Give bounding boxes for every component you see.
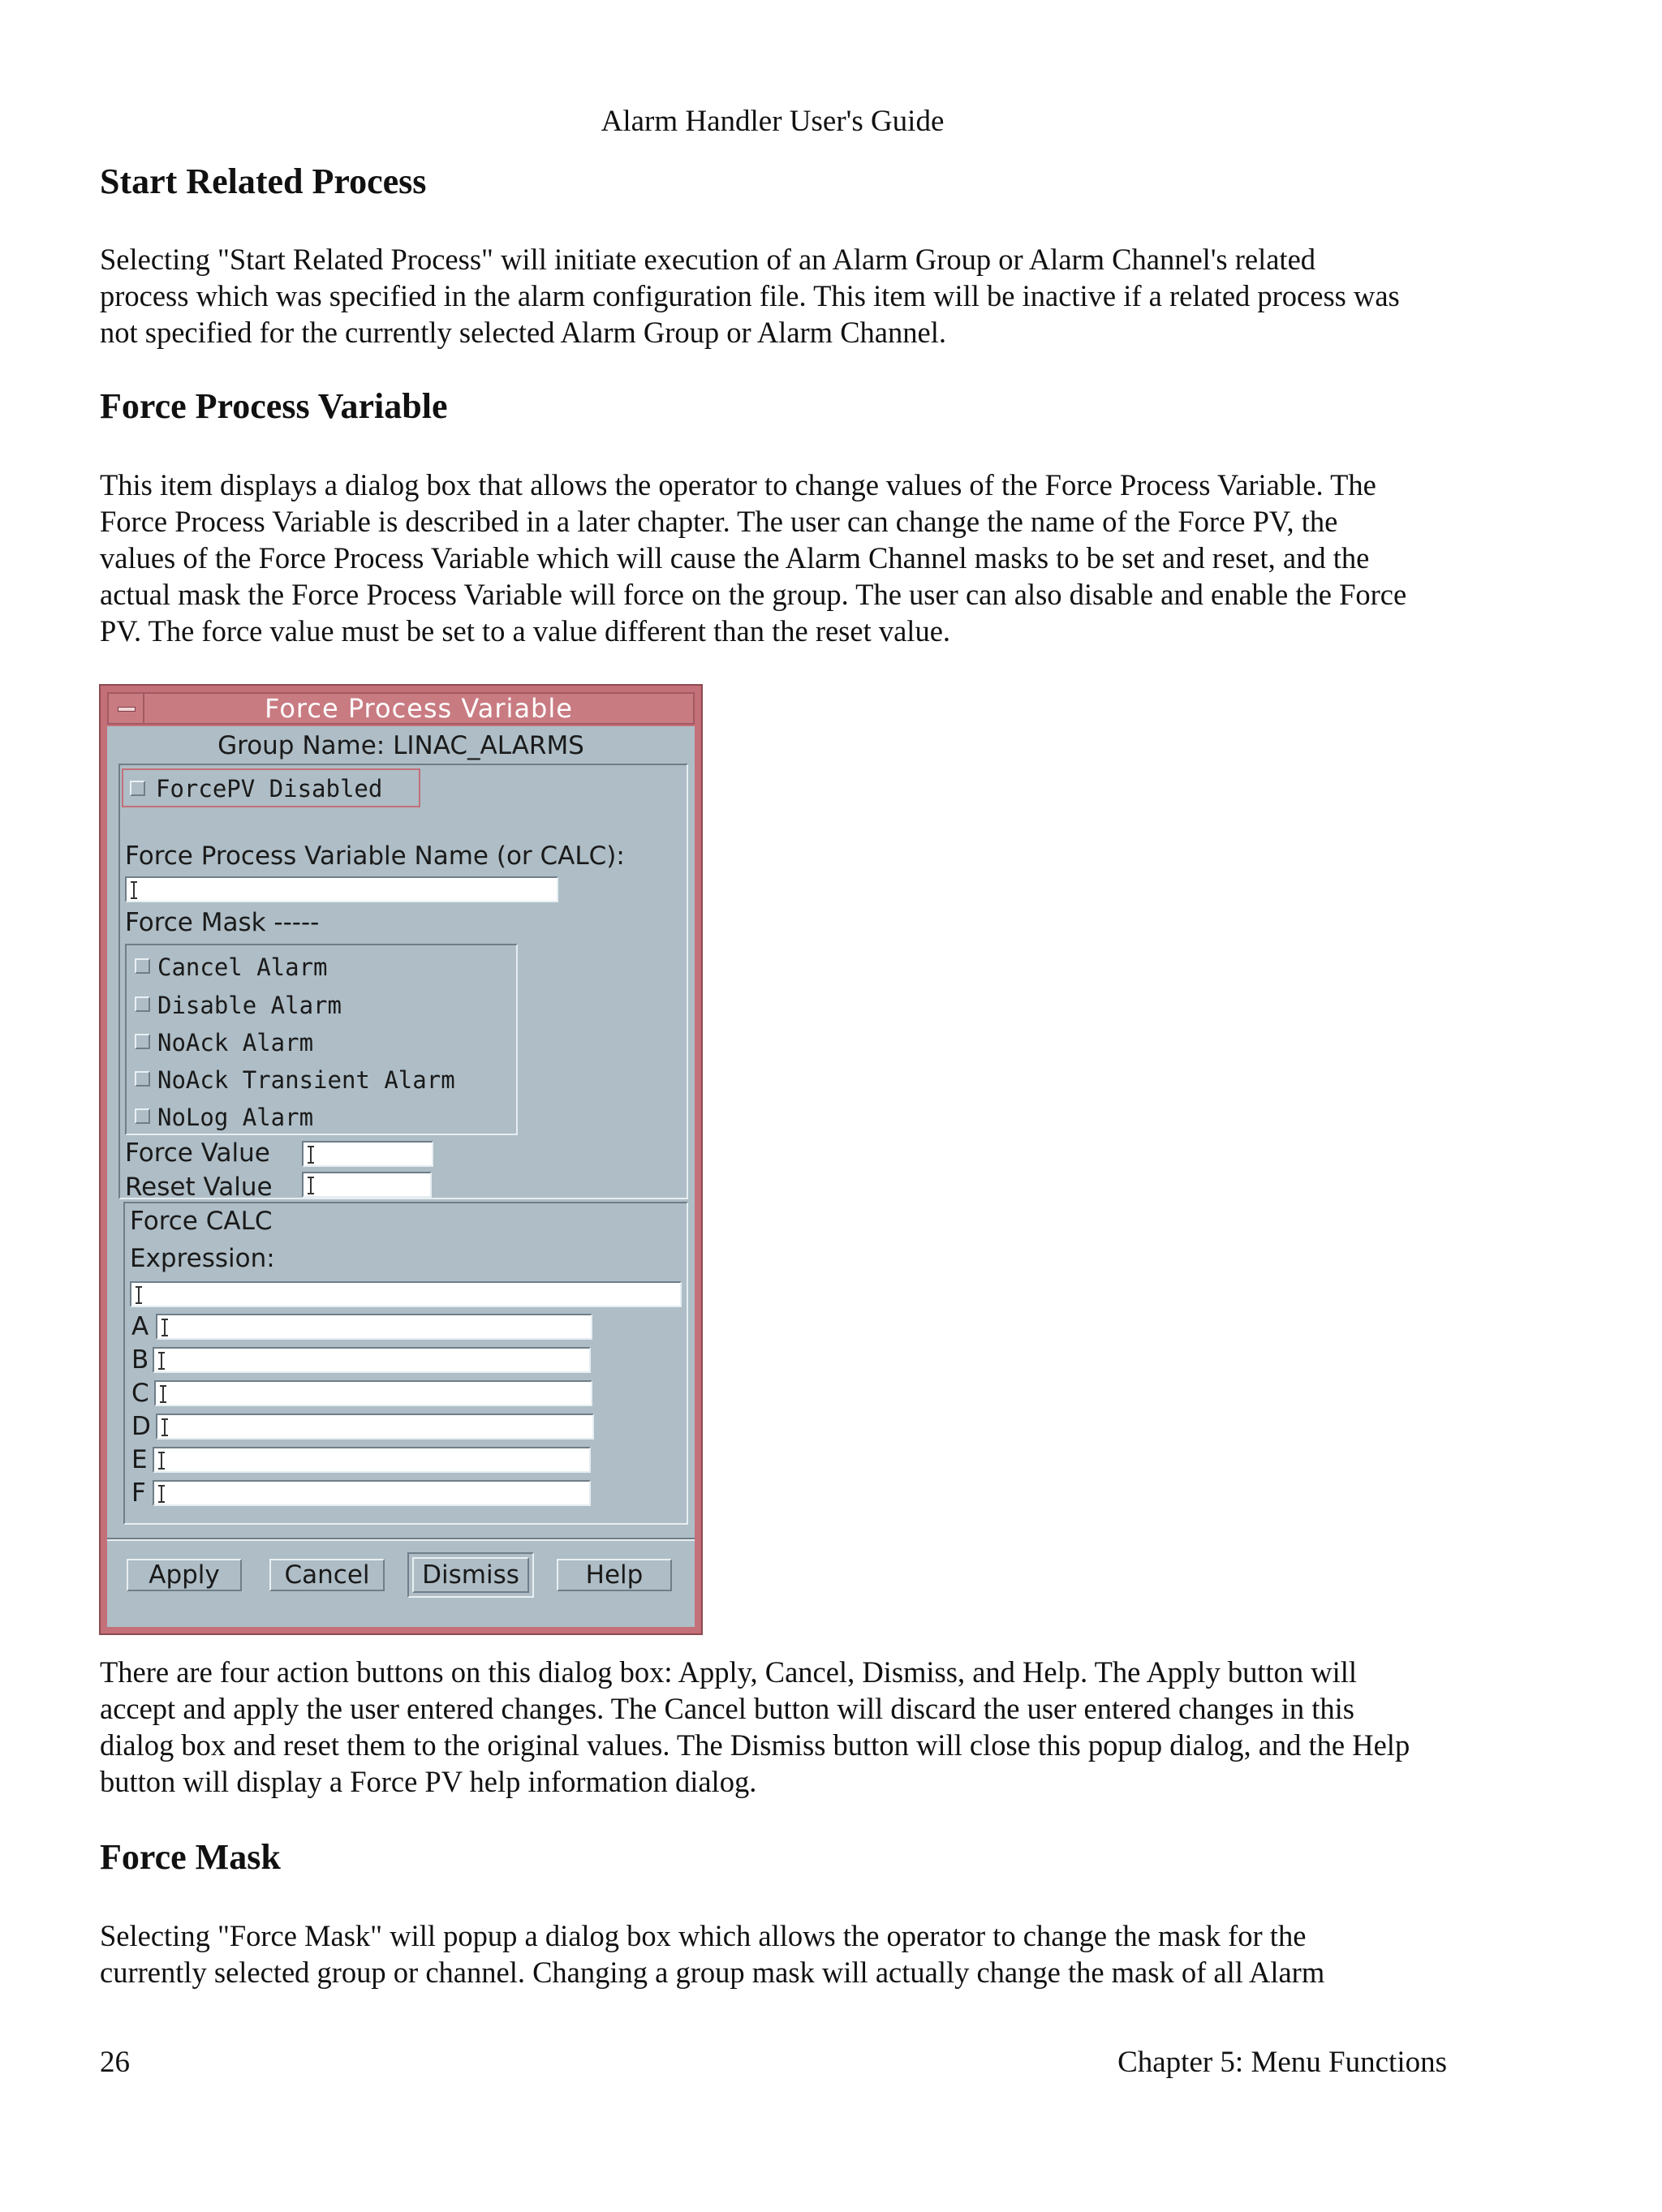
mask-option-label: NoLog Alarm (157, 1104, 314, 1131)
calc-var-a-input[interactable] (156, 1314, 592, 1340)
mask-option-label: NoAck Alarm (157, 1029, 314, 1057)
calc-var-label: C (131, 1379, 149, 1408)
forcepv-disabled-checkbox[interactable] (130, 781, 145, 796)
text-caret-icon (158, 1352, 165, 1370)
text-caret-icon (161, 1418, 168, 1436)
text-line: Force Process Variable is described in a later chapter. The user can change the name of the Force PV, the (100, 505, 1338, 538)
reset-value-input[interactable] (302, 1172, 432, 1198)
forcepv-disabled-toggle[interactable] (122, 768, 420, 807)
mask-checkbox[interactable] (135, 1108, 150, 1124)
help-button[interactable]: Help (557, 1559, 672, 1591)
heading-force-process-variable: Force Process Variable (100, 386, 448, 426)
expression-label: Expression: (130, 1244, 275, 1273)
calc-var-b-input[interactable] (153, 1347, 591, 1373)
text-line: actual mask the Force Process Variable will force on the group. The user can also disable and enable the Force (100, 578, 1407, 611)
paragraph-force-mask (100, 1917, 1447, 1990)
heading-start-related-process: Start Related Process (100, 161, 427, 201)
force-mask-label: Force Mask ----- (125, 908, 320, 937)
force-value-label: Force Value (125, 1138, 270, 1168)
chapter-title: Chapter 5: Menu Functions (1117, 2046, 1447, 2079)
dialog-titlebar[interactable] (107, 692, 695, 725)
forcepv-disabled-label: ForcePV Disabled (156, 775, 383, 803)
paragraph-action-buttons (100, 1654, 1447, 1800)
mask-checkbox[interactable] (135, 1034, 150, 1049)
paragraph-force-process-variable (100, 467, 1447, 649)
text-line: There are four action buttons on this dialog box: Apply, Cancel, Dismiss, and Help. The Apply button will (100, 1655, 1358, 1689)
text-caret-icon (158, 1452, 165, 1470)
apply-button[interactable]: Apply (127, 1559, 242, 1591)
text-line: Selecting "Force Mask" will popup a dialog box which allows the operator to change the mask for the (100, 1919, 1307, 1952)
reset-value-label: Reset Value (125, 1173, 273, 1202)
text-line: not specified for the currently selected Alarm Group or Alarm Channel. (100, 316, 946, 349)
text-line: PV. The force value must be set to a value different than the reset value. (100, 614, 951, 648)
text-caret-icon (308, 1146, 314, 1164)
text-line: Selecting "Start Related Process" will initiate execution of an Alarm Group or Alarm Channel's related (100, 243, 1316, 276)
calc-var-f-input[interactable] (153, 1480, 591, 1506)
mask-option-label: Disable Alarm (157, 992, 342, 1019)
calc-var-label: B (131, 1345, 149, 1375)
calc-var-label: A (131, 1312, 149, 1341)
calc-var-c-input[interactable] (154, 1380, 592, 1406)
text-line: values of the Force Process Variable which will cause the Alarm Channel masks to be set and reset, and the (100, 541, 1370, 575)
group-name-label: Group Name: LINAC_ALARMS (217, 731, 584, 760)
text-caret-icon (160, 1385, 166, 1403)
force-pv-dialog (99, 684, 703, 1635)
calc-expression-input[interactable] (130, 1281, 682, 1307)
force-value-input[interactable] (302, 1141, 433, 1167)
text-caret-icon (161, 1319, 168, 1336)
text-line: This item displays a dialog box that allows the operator to change values of the Force Process Variable. The (100, 468, 1376, 501)
text-line: process which was specified in the alarm configuration file. This item will be inactive if a related process was (100, 279, 1400, 312)
dialog-title: Force Process Variable (265, 693, 573, 724)
mask-checkbox[interactable] (135, 958, 150, 974)
calc-var-label: F (131, 1478, 146, 1508)
mask-option-label: NoAck Transient Alarm (157, 1066, 455, 1094)
pv-name-input[interactable] (125, 876, 558, 902)
page-header: Alarm Handler User's Guide (601, 105, 945, 138)
text-caret-icon (131, 881, 137, 899)
page-number: 26 (100, 2046, 130, 2079)
dialog-client-area (107, 726, 695, 1627)
text-caret-icon (308, 1177, 314, 1194)
text-line: dialog box and reset them to the original values. The Dismiss button will close this popup dialog, and the Help (100, 1728, 1410, 1762)
calc-var-e-input[interactable] (153, 1447, 591, 1473)
text-line: button will display a Force PV help information dialog. (100, 1765, 757, 1798)
heading-force-mask: Force Mask (100, 1837, 281, 1877)
calc-var-label: D (131, 1412, 151, 1441)
mask-checkbox[interactable] (135, 996, 150, 1012)
mask-option-label: Cancel Alarm (157, 953, 328, 981)
text-line: currently selected group or channel. Changing a group mask will actually change the mask of all Alarm (100, 1956, 1325, 1989)
paragraph-start-related-process (100, 241, 1447, 351)
window-menu-icon[interactable] (109, 694, 144, 723)
pv-name-label: Force Process Variable Name (or CALC): (125, 841, 625, 871)
text-caret-icon (136, 1286, 142, 1304)
mask-checkbox[interactable] (135, 1071, 150, 1087)
calc-var-d-input[interactable] (156, 1414, 594, 1440)
calc-var-label: E (131, 1445, 148, 1474)
cancel-button[interactable]: Cancel (269, 1559, 385, 1591)
force-calc-label: Force CALC (130, 1207, 273, 1236)
text-line: accept and apply the user entered changes. The Cancel button will discard the user entered changes in this (100, 1692, 1354, 1725)
dismiss-button[interactable]: Dismiss (412, 1557, 529, 1593)
button-separator (107, 1538, 695, 1541)
text-caret-icon (158, 1485, 165, 1503)
